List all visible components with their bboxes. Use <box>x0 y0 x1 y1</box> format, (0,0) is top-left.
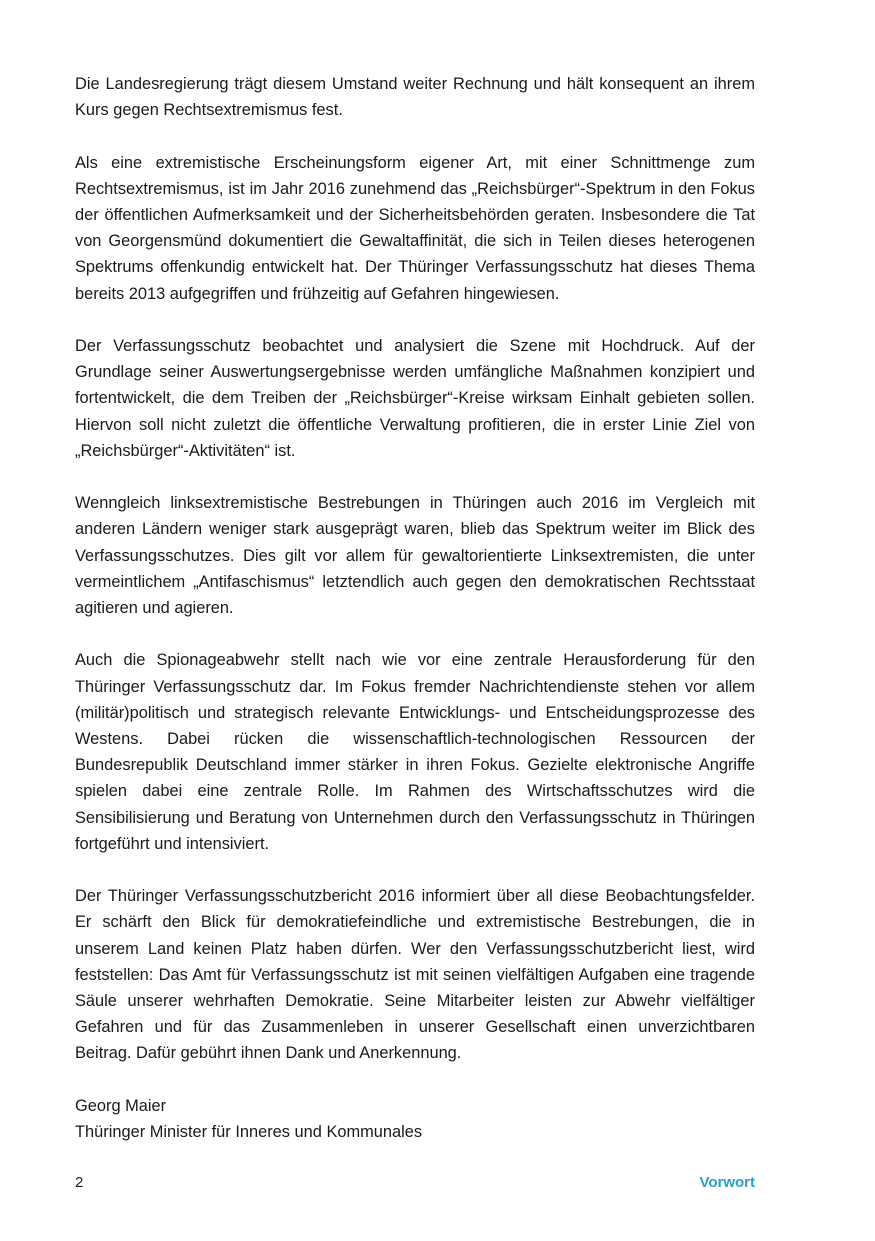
section-label: Vorwort <box>699 1174 755 1191</box>
signature-name: Georg Maier <box>75 1097 167 1115</box>
page-footer <box>75 1170 755 1196</box>
body-text <box>75 71 755 1093</box>
page-number: 2 <box>75 1174 84 1191</box>
paragraph-4: Wenngleich linksextremistische Bestrebungen in Thüringen auch 2016 im Vergleich mit anderen Ländern weniger stark ausgeprägt waren, blieb das Spektrum weiter im Blick des Verfassungsschutzes. Dies gilt vor allem für gewaltorientierte Linksextremisten, die unter vermeintlichem „Antifaschismus“ letztendlich auch gegen den demokratischen Rechtsstaat agitieren und agieren. <box>75 494 755 618</box>
paragraph-6: Der Thüringer Verfassungsschutzbericht 2016 informiert über all diese Beobachtungsfelder. Er schärft den Blick für demokratiefeindliche und extremistische Bestrebungen, die in unserem Land keinen Platz haben dürfen. Wer den Verfassungsschutzbericht liest, wird feststellen: Das Amt für Verfassungsschutz ist mit seinen vielfältigen Aufgaben eine tragende Säule unserer wehrhaften Demokratie. Seine Mitarbeiter leisten zur Abwehr vielfältiger Gefahren und für das Zusammenleben in unserer Gesellschaft einen unverzichtbaren Beitrag. Dafür gebührt ihnen Dank und Anerkennung. <box>75 887 755 1063</box>
paragraph-5: Auch die Spionageabwehr stellt nach wie vor eine zentrale Herausforderung für den Thüringer Verfassungsschutz dar. Im Fokus fremder Nachrichtendienste stehen vor allem (militär)politisch und strategisch relevante Entwicklungs- und Entscheidungsprozesse des Westens. Dabei rücken die wissenschaftlich-technologischen Ressourcen der Bundesrepublik Deutschland immer stärker in ihren Fokus. Gezielte elektronische Angriffe spielen dabei eine zentrale Rolle. Im Rahmen des Wirtschaftsschutzes wird die Sensibilisierung und Beratung von Unternehmen durch den Verfassungsschutz in Thüringen fortgeführt und intensiviert. <box>75 651 755 853</box>
paragraph-3: Der Verfassungsschutz beobachtet und analysiert die Szene mit Hochdruck. Auf der Grundlage seiner Auswertungsergebnisse werden umfängliche Maßnahmen konzipiert und fortentwickelt, die dem Treiben der „Reichsbürger“-Kreise wirksam Einhalt gebieten sollen. Hiervon soll nicht zuletzt die öffentliche Verwaltung profitieren, die in erster Linie Ziel von „Reichsbürger“-Aktivitäten“ ist. <box>75 337 755 460</box>
signature-title: Thüringer Minister für Inneres und Kommunales <box>75 1123 423 1142</box>
paragraph-1: Die Landesregierung trägt diesem Umstand weiter Rechnung und hält konsequent an ihrem Kurs gegen Rechtsextremismus fest. <box>75 75 755 120</box>
paragraph-2: Als eine extremistische Erscheinungsform eigener Art, mit einer Schnittmenge zum Rechtsextremismus, ist im Jahr 2016 zunehmend das „Reichsbürger“-Spektrum in den Fokus der öffentlichen Aufmerksamkeit und der Sicherheitsbehörden geraten. Insbesondere die Tat von Georgensmünd dokumentiert die Gewaltaffinität, die sich in Teilen dieses heterogenen Spektrums offenkundig entwickelt hat. Der Thüringer Verfassungsschutz hat dieses Thema bereits 2013 aufgegriffen und frühzeitig auf Gefahren hingewiesen. <box>75 153 755 303</box>
signature-block <box>75 1093 422 1145</box>
